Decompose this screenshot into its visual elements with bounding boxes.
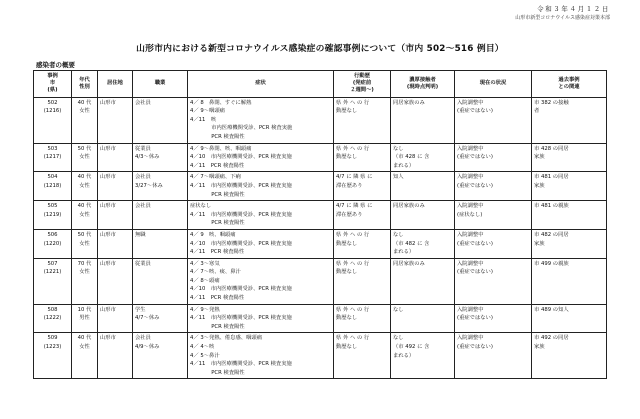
current-status-line: (重症ではない): [457, 344, 493, 351]
close-contacts-cell: [391, 304, 455, 333]
travel-history-line: 4/7 に 隣 県 に: [336, 174, 373, 181]
symptoms-line: PCR 検査陽性: [190, 369, 245, 376]
prior-case-relation-cell: [532, 258, 607, 304]
symptoms-line: PCR 検査陽性: [190, 220, 245, 227]
header-label-line: ２週間～): [350, 87, 374, 94]
cases-table: [33, 70, 607, 379]
age-sex-line: 女性: [79, 108, 90, 115]
table-row: [34, 258, 607, 304]
age-sex-line: 50 代: [77, 145, 92, 152]
header-residence: [98, 71, 133, 98]
header-label-line: 事例: [47, 73, 58, 79]
travel-history-line: 県 外 へ の 行: [336, 145, 370, 152]
case-number-line: 508: [47, 306, 58, 313]
occupation-line: 会社員: [135, 174, 151, 181]
close-contacts-line: なし: [393, 335, 404, 342]
case-number-line: 507: [47, 260, 58, 267]
symptoms-cell: [188, 304, 334, 333]
issuer-name: 山形市新型コロナウイルス感染症対策本部: [515, 15, 610, 21]
current-status-line: 入院調整中: [457, 335, 484, 342]
prior-case-relation-line: 家族: [534, 344, 545, 351]
current-status-cell: [455, 258, 532, 304]
symptoms-line: PCR 検査陽性: [190, 191, 245, 198]
current-status-line: 入院調整中: [457, 203, 484, 210]
age-sex-line: 女性: [79, 211, 90, 218]
current-status-line: (重症ではない): [457, 269, 493, 276]
residence-line: 山形市: [100, 335, 116, 342]
document-date: 令和３年４月１２日: [537, 5, 610, 13]
symptoms-cell: [188, 143, 334, 172]
residence-line: 山形市: [100, 145, 116, 152]
travel-history-line: 動歴なし: [336, 269, 358, 276]
close-contacts-line: まれる）: [393, 249, 415, 256]
age-sex-line: 男性: [79, 315, 90, 322]
symptoms-line: 4／11 PCR 検査陽性: [190, 295, 245, 302]
prior-case-relation-line: 市 428 の同居: [534, 145, 569, 152]
travel-history-cell: [334, 304, 391, 333]
table-row: [34, 229, 607, 258]
occupation-cell: [133, 333, 188, 379]
residence-cell: [98, 304, 133, 333]
symptoms-line: 4／ 5～鼻汁: [190, 352, 220, 359]
age-sex-line: 40 代: [77, 335, 92, 342]
occupation-line: 従業員: [135, 260, 151, 267]
header-label-line: (発症前: [352, 80, 372, 87]
residence-line: 山形市: [100, 174, 116, 181]
current-status-line: (重症ではない): [457, 240, 493, 247]
symptoms-line: 4／ 3～寒気: [190, 260, 220, 267]
travel-history-line: 滞在歴あり: [336, 182, 363, 189]
occupation-cell: [133, 304, 188, 333]
close-contacts-cell: [391, 229, 455, 258]
document-title: 山形市内における新型コロナウイルス感染症の確認事例について（市内 502～516 例目）: [136, 44, 504, 54]
case-number-line: (1220): [43, 240, 62, 247]
age-sex-line: 40 代: [77, 203, 92, 210]
header-age-sex: [72, 71, 98, 98]
current-status-line: 入院調整中: [457, 306, 484, 313]
age-sex-line: 女性: [79, 182, 90, 189]
symptoms-line: 症状なし: [190, 203, 212, 210]
symptoms-line: 4／ 8 鼻閉、すぐに解熱: [190, 99, 252, 106]
travel-history-cell: [334, 229, 391, 258]
close-contacts-line: （市 482 に 含: [393, 240, 430, 247]
case-number-cell: [34, 229, 72, 258]
case-number-line: 505: [47, 203, 58, 210]
case-number-cell: [34, 97, 72, 143]
prior-case-relation-line: 市 481 の同居: [534, 174, 569, 181]
age-sex-line: 40 代: [77, 99, 92, 106]
header-contacts: [391, 71, 455, 98]
close-contacts-line: まれる）: [393, 162, 415, 169]
age-sex-cell: [72, 201, 98, 230]
symptoms-line: 4／ 4～咳: [190, 344, 215, 351]
residence-line: 山形市: [100, 306, 116, 313]
symptoms-line: 4／11 市内医療機関受診、PCR 検査実施: [190, 361, 292, 368]
symptoms-line: 4／ 9～咽頭痛: [190, 108, 225, 115]
prior-case-relation-cell: [532, 229, 607, 258]
current-status-line: (重症ではない): [457, 182, 493, 189]
header-label-line: 市: [49, 80, 56, 87]
symptoms-cell: [188, 258, 334, 304]
case-number-line: (1218): [43, 182, 62, 189]
symptoms-line: 4／11 咳: [190, 116, 217, 123]
close-contacts-line: （市 492 に 含: [393, 344, 430, 351]
case-number-cell: [34, 304, 72, 333]
travel-history-cell: [334, 143, 391, 172]
close-contacts-line: 同居家族のみ: [393, 99, 425, 106]
travel-history-line: 動歴なし: [336, 154, 358, 161]
occupation-line: 4/3～休み: [135, 154, 160, 161]
symptoms-line: 4／11 市内医療機関受診、PCR 検査実施: [190, 182, 292, 189]
header-label-line: 現在の状況: [479, 80, 507, 87]
close-contacts-line: なし: [393, 306, 404, 313]
case-number-line: 502: [47, 99, 58, 106]
occupation-cell: [133, 229, 188, 258]
age-sex-cell: [72, 304, 98, 333]
symptoms-line: 4／ 9～発熱: [190, 306, 220, 313]
prior-case-relation-cell: [532, 201, 607, 230]
symptoms-line: 4／11 PCR 検査陽性: [190, 162, 245, 169]
current-status-cell: [455, 304, 532, 333]
header-label-line: (県): [47, 87, 58, 94]
current-status-cell: [455, 201, 532, 230]
header-occupation: [133, 71, 188, 98]
prior-case-relation-line: 者: [534, 108, 540, 115]
current-status-cell: [455, 333, 532, 379]
table-row: [34, 143, 607, 172]
case-number-cell: [34, 143, 72, 172]
symptoms-cell: [188, 229, 334, 258]
symptoms-line: PCR 検査陽性: [190, 133, 245, 140]
occupation-line: 会社員: [135, 99, 151, 106]
symptoms-line: 4／ 9 咳、咽頭痛: [190, 231, 236, 238]
close-contacts-line: 同居家族のみ: [393, 203, 425, 210]
header-label-line: 過去事例: [558, 76, 580, 83]
prior-case-relation-cell: [532, 97, 607, 143]
occupation-cell: [133, 172, 188, 201]
header-case-no: [34, 71, 72, 98]
travel-history-cell: [334, 201, 391, 230]
case-number-line: 509: [47, 335, 58, 342]
header-label-line: (現時点判明): [406, 83, 439, 90]
prior-case-relation-cell: [532, 333, 607, 379]
current-status-cell: [455, 143, 532, 172]
age-sex-line: 女性: [79, 344, 90, 351]
residence-cell: [98, 172, 133, 201]
case-number-cell: [34, 201, 72, 230]
residence-line: 山形市: [100, 99, 116, 106]
age-sex-cell: [72, 143, 98, 172]
case-number-line: 504: [47, 174, 58, 181]
travel-history-line: 県 外 へ の 行: [336, 306, 370, 313]
header-label-line: 職業: [154, 80, 166, 87]
symptoms-line: 4／ 9～鼻閉、咳、咽頭痛: [190, 145, 252, 152]
prior-case-relation-line: 家族: [534, 154, 545, 161]
case-number-line: (1223): [43, 344, 62, 351]
residence-cell: [98, 229, 133, 258]
occupation-cell: [133, 258, 188, 304]
occupation-line: 無職: [135, 231, 146, 238]
header-symptoms: [188, 71, 334, 98]
occupation-line: 会社員: [135, 335, 151, 342]
table-row: [34, 97, 607, 143]
table-row: [34, 201, 607, 230]
occupation-line: 従業員: [135, 145, 151, 152]
close-contacts-cell: [391, 258, 455, 304]
residence-cell: [98, 97, 133, 143]
symptoms-line: PCR 検査陽性: [190, 323, 245, 330]
prior-case-relation-line: 市 499 の親族: [534, 260, 569, 267]
close-contacts-line: 同居家族のみ: [393, 260, 425, 267]
header-label-line: 濃厚接触者: [409, 76, 436, 83]
close-contacts-cell: [391, 333, 455, 379]
age-sex-line: 50 代: [77, 231, 92, 238]
close-contacts-cell: [391, 97, 455, 143]
age-sex-cell: [72, 229, 98, 258]
case-number-line: (1221): [43, 269, 62, 276]
occupation-line: 3/27～休み: [135, 182, 163, 189]
occupation-line: 学生: [135, 306, 146, 313]
travel-history-line: 県 外 へ の 行: [336, 260, 370, 267]
current-status-line: 入院調整中: [457, 99, 484, 106]
case-number-cell: [34, 258, 72, 304]
current-status-line: 入院調整中: [457, 231, 484, 238]
prior-case-relation-line: 家族: [534, 240, 545, 247]
travel-history-cell: [334, 97, 391, 143]
case-number-line: (1222): [43, 315, 62, 322]
travel-history-cell: [334, 258, 391, 304]
prior-case-relation-cell: [532, 172, 607, 201]
header-status: [455, 71, 532, 98]
age-sex-line: 40 代: [77, 174, 92, 181]
travel-history-line: 動歴なし: [336, 344, 358, 351]
symptoms-line: 4／10 市内医療機関受診、PCR 検査実施: [190, 240, 292, 247]
travel-history-line: 県 外 へ の 行: [336, 99, 370, 106]
header-label-line: 性別: [79, 83, 90, 90]
header-label-line: 年代: [79, 76, 90, 83]
table-header-row: [34, 71, 607, 98]
symptoms-line: 4／ 3～発熱、倦怠感、咽頭痛: [190, 335, 262, 342]
residence-cell: [98, 143, 133, 172]
header-label-line: 症状: [255, 80, 266, 87]
header-label-line: 行動歴: [354, 73, 370, 79]
residence-line: 山形市: [100, 260, 116, 267]
occupation-line: 4/7～休み: [135, 315, 160, 322]
current-status-line: (症状なし): [457, 211, 483, 218]
table-row: [34, 333, 607, 379]
current-status-cell: [455, 97, 532, 143]
table-row: [34, 172, 607, 201]
occupation-line: 4/9～休み: [135, 344, 160, 351]
symptoms-line: 4／11 市内医療機関受診、PCR 検査実施: [190, 315, 292, 322]
symptoms-line: 市内医療機関受診、PCR 検査実施: [190, 125, 293, 132]
symptoms-cell: [188, 333, 334, 379]
age-sex-cell: [72, 258, 98, 304]
close-contacts-line: なし: [393, 145, 404, 152]
header-history: [334, 71, 391, 98]
prior-case-relation-line: 市 492 の同居: [534, 335, 569, 342]
close-contacts-line: なし: [393, 231, 404, 238]
travel-history-line: 動歴なし: [336, 108, 358, 115]
prior-case-relation-line: 市 482 の同居: [534, 231, 569, 238]
close-contacts-line: まれる）: [393, 352, 415, 359]
close-contacts-cell: [391, 201, 455, 230]
symptoms-line: 4／ 8～頭痛: [190, 277, 220, 284]
header-label-line: との関連: [558, 83, 580, 90]
prior-case-relation-cell: [532, 304, 607, 333]
case-number-line: 506: [47, 231, 58, 238]
symptoms-line: 4／ 7～咽頭痛、下痢: [190, 174, 241, 181]
case-number-line: (1217): [43, 154, 62, 161]
age-sex-cell: [72, 172, 98, 201]
symptoms-cell: [188, 97, 334, 143]
occupation-cell: [133, 97, 188, 143]
header-label-line: 居住地: [107, 80, 123, 87]
current-status-cell: [455, 229, 532, 258]
current-status-line: 入院調整中: [457, 260, 484, 267]
close-contacts-cell: [391, 143, 455, 172]
close-contacts-line: （市 428 に 含: [393, 154, 430, 161]
age-sex-line: 女性: [79, 269, 90, 276]
prior-case-relation-line: 市 489 の知人: [534, 306, 569, 313]
travel-history-line: 動歴なし: [336, 315, 358, 322]
travel-history-line: 県 外 へ の 行: [336, 231, 370, 238]
symptoms-line: 4／10 市内医療機関受診、PCR 検査実施: [190, 286, 292, 293]
case-number-line: (1216): [43, 108, 62, 115]
current-status-cell: [455, 172, 532, 201]
travel-history-line: 動歴なし: [336, 240, 358, 247]
current-status-line: 入院調整中: [457, 145, 484, 152]
symptoms-line: 4／ 7～咳、痰、鼻汁: [190, 269, 241, 276]
travel-history-line: 4/7 に 隣 県 に: [336, 203, 373, 210]
residence-line: 山形市: [100, 231, 116, 238]
travel-history-line: 滞在歴あり: [336, 211, 363, 218]
occupation-cell: [133, 201, 188, 230]
case-number-cell: [34, 333, 72, 379]
section-subtitle: 感染者の概要: [36, 61, 75, 69]
symptoms-line: 4／11 PCR 検査陽性: [190, 249, 245, 256]
symptoms-line: 4／10 市内医療機関受診、PCR 検査実施: [190, 154, 292, 161]
current-status-line: (重症ではない): [457, 315, 493, 322]
symptoms-cell: [188, 172, 334, 201]
prior-case-relation-line: 市 382 の接触: [534, 99, 569, 106]
age-sex-line: 女性: [79, 240, 90, 247]
symptoms-cell: [188, 201, 334, 230]
residence-cell: [98, 258, 133, 304]
close-contacts-line: 知人: [393, 174, 404, 181]
cases-table-body: [34, 97, 607, 379]
travel-history-cell: [334, 172, 391, 201]
current-status-line: (重症ではない): [457, 154, 493, 161]
age-sex-cell: [72, 97, 98, 143]
close-contacts-cell: [391, 172, 455, 201]
table-row: [34, 304, 607, 333]
current-status-line: 入院調整中: [457, 174, 484, 181]
current-status-line: (重症ではない): [457, 108, 493, 115]
age-sex-line: 70 代: [77, 260, 92, 267]
prior-case-relation-cell: [532, 143, 607, 172]
prior-case-relation-line: 市 481 の親族: [534, 203, 569, 210]
residence-cell: [98, 201, 133, 230]
travel-history-line: 県 外 へ の 行: [336, 335, 370, 342]
prior-case-relation-line: 家族: [534, 182, 545, 189]
occupation-cell: [133, 143, 188, 172]
case-number-line: 503: [47, 145, 58, 152]
header-relation: [532, 71, 607, 98]
age-sex-line: 女性: [79, 154, 90, 161]
case-number-cell: [34, 172, 72, 201]
symptoms-line: 4／11 市内医療機関受診、PCR 検査実施: [190, 211, 292, 218]
case-number-line: (1219): [43, 211, 62, 218]
age-sex-cell: [72, 333, 98, 379]
residence-cell: [98, 333, 133, 379]
occupation-line: 会社員: [135, 203, 151, 210]
residence-line: 山形市: [100, 203, 116, 210]
age-sex-line: 10 代: [77, 306, 92, 313]
travel-history-cell: [334, 333, 391, 379]
